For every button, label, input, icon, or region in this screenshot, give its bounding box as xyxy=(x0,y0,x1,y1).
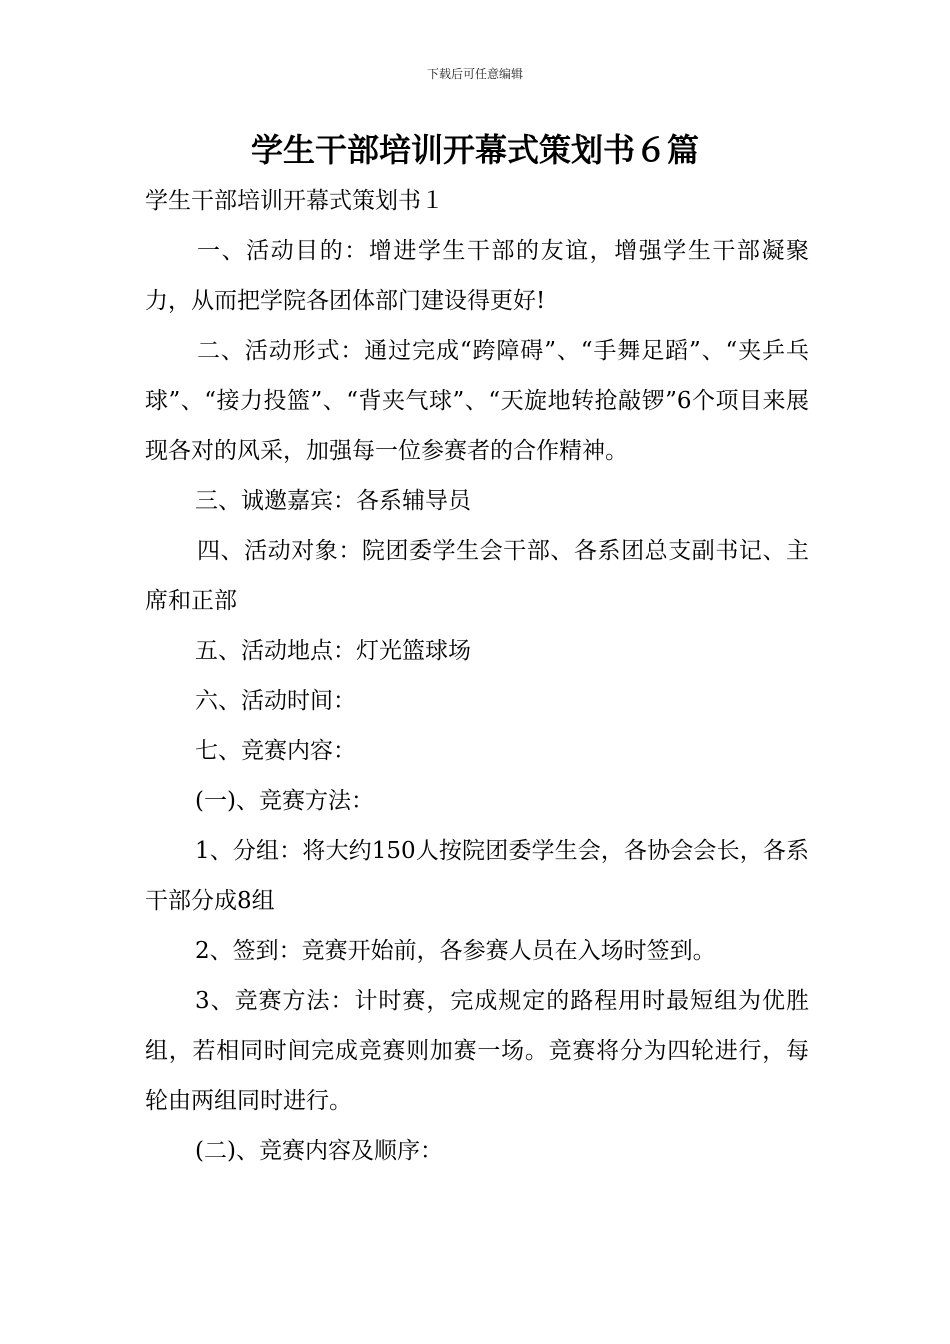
document-body xyxy=(145,176,809,1176)
paragraph-method-heading: (一)、竞赛方法： xyxy=(195,788,374,814)
paragraph-grouping: 1、分组：将大约150人按院团委学生会，各协会会长，各系干部分成8组 xyxy=(145,838,809,914)
paragraph-participants: 四、活动对象：院团委学生会干部、各系团总支副书记、主席和正部 xyxy=(145,538,809,614)
section-subtitle: 学生干部培训开幕式策划书１ xyxy=(145,188,444,214)
paragraph-content: 七、竞赛内容： xyxy=(195,738,356,764)
paragraph-method: 3、竞赛方法：计时赛，完成规定的路程用时最短组为优胜组，若相同时间完成竞赛则加赛一场。竞赛将分为四轮进行，每轮由两组同时进行。 xyxy=(145,988,809,1114)
document-title: 学生干部培训开幕式策划书６篇 xyxy=(250,131,699,169)
paragraph-format: 二、活动形式：通过完成“跨障碍”、“手舞足蹈”、“夹乒乓球”、“接力投篮”、“背夹气球”、“天旋地转抢敲锣”6个项目来展现各对的风采，加强每一位参赛者的合作精神。 xyxy=(145,338,809,464)
paragraph-guests: 三、诚邀嘉宾：各系辅导员 xyxy=(195,488,471,514)
paragraph-signin: 2、签到：竞赛开始前，各参赛人员在入场时签到。 xyxy=(195,938,716,964)
header-note: 下载后可任意编辑 xyxy=(426,67,523,81)
paragraph-purpose: 一、活动目的：增进学生干部的友谊，增强学生干部凝聚力，从而把学院各团体部门建设得更好! xyxy=(145,238,809,314)
paragraph-order-heading: (二)、竞赛内容及顺序： xyxy=(195,1138,443,1164)
paragraph-location: 五、活动地点：灯光篮球场 xyxy=(195,638,471,664)
paragraph-time: 六、活动时间： xyxy=(195,688,356,714)
